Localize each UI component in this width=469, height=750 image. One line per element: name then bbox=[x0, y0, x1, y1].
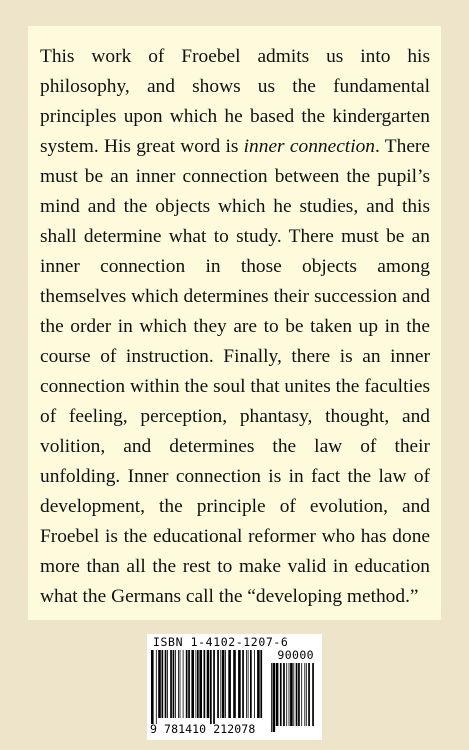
barcode-bar bbox=[276, 663, 279, 726]
barcode-bar bbox=[175, 650, 176, 718]
barcode-bar bbox=[280, 663, 282, 726]
barcode-bar bbox=[170, 650, 172, 718]
barcode-bar bbox=[191, 650, 194, 718]
barcode-bar bbox=[298, 663, 300, 726]
barcode-bar bbox=[207, 650, 210, 718]
barcode-bar bbox=[242, 650, 244, 718]
barcode-bar bbox=[165, 650, 167, 718]
isbn-barcode bbox=[147, 634, 322, 740]
isbn-label: ISBN 1-4102-1207-6 bbox=[153, 635, 289, 649]
barcode-bar bbox=[283, 663, 285, 726]
description-text-start: This work of Froebel admits us into his philosophy, and shows us the fundamental principles upon which he based the kindergarten system. His great word is bbox=[40, 46, 430, 157]
barcode-bar bbox=[178, 650, 179, 718]
barcode-bar bbox=[296, 663, 298, 726]
barcode-bar bbox=[199, 650, 202, 718]
barcode-bar bbox=[312, 663, 314, 726]
barcode-bar bbox=[257, 650, 260, 718]
barcode-bar bbox=[162, 650, 164, 718]
barcode-bar bbox=[246, 650, 247, 718]
book-description bbox=[40, 42, 430, 612]
barcode-bar bbox=[304, 663, 305, 726]
barcode-bar bbox=[213, 650, 215, 724]
barcode-bar bbox=[248, 650, 249, 718]
barcode-bar bbox=[183, 650, 184, 718]
description-panel bbox=[28, 26, 441, 620]
barcode-bar bbox=[254, 650, 255, 718]
description-text-end: . There must be an inner connection between the pupil’s mind and the objects which he studies, and this shall determine what to study. There must be an inner connection in those objects among themselves which determines their succession and the order in which they are to be taken up in the course of instruction. Finally, there is an inner connection within the soul that unites the faculties of feeling, perception, phantasy, thought, and volition, and determines the law of their unfolding. Inner connection is in fact the law of development, the principle of evolution, and Froebel is the educational reformer who has done more than all the rest to make valid in education what the Germans call the “developing method.” bbox=[40, 136, 430, 607]
barcode-bar bbox=[228, 650, 231, 718]
barcode-bar bbox=[301, 663, 302, 726]
barcode-bar bbox=[289, 663, 290, 726]
barcode-bar bbox=[180, 650, 181, 718]
barcode-bar bbox=[197, 650, 199, 718]
barcode-bar bbox=[233, 650, 236, 718]
barcode-bar bbox=[271, 663, 272, 732]
barcode-bar bbox=[217, 650, 219, 718]
barcode-bar bbox=[238, 650, 241, 718]
barcode-bar bbox=[188, 650, 190, 718]
barcode-bar bbox=[225, 650, 226, 718]
barcode-bar bbox=[293, 663, 294, 726]
barcode-bar bbox=[306, 663, 307, 726]
barcode-bar bbox=[286, 663, 287, 726]
barcode-bar bbox=[220, 650, 221, 718]
barcode-bar bbox=[222, 650, 225, 718]
barcode-bar bbox=[158, 650, 161, 718]
barcode-bar bbox=[167, 650, 168, 718]
barcode-bar bbox=[156, 650, 157, 724]
barcode-bar bbox=[186, 650, 188, 718]
ean-digits: 9 781410 212078 bbox=[150, 722, 256, 736]
barcode-bar bbox=[204, 650, 206, 718]
price-code: 90000 bbox=[277, 648, 314, 662]
addon-barcode-bars bbox=[271, 663, 315, 732]
barcode-bar bbox=[210, 650, 212, 724]
emphasized-term: inner connection bbox=[243, 136, 375, 157]
barcode-bar bbox=[260, 650, 262, 718]
barcode-bar bbox=[273, 663, 276, 732]
barcode-bar bbox=[173, 650, 175, 718]
barcode-bar bbox=[196, 650, 197, 718]
barcode-bar bbox=[250, 650, 252, 718]
barcode-bar bbox=[290, 663, 293, 726]
barcode-bar bbox=[151, 650, 154, 724]
barcode-bar bbox=[308, 663, 310, 726]
ean-barcode-bars bbox=[151, 650, 263, 724]
